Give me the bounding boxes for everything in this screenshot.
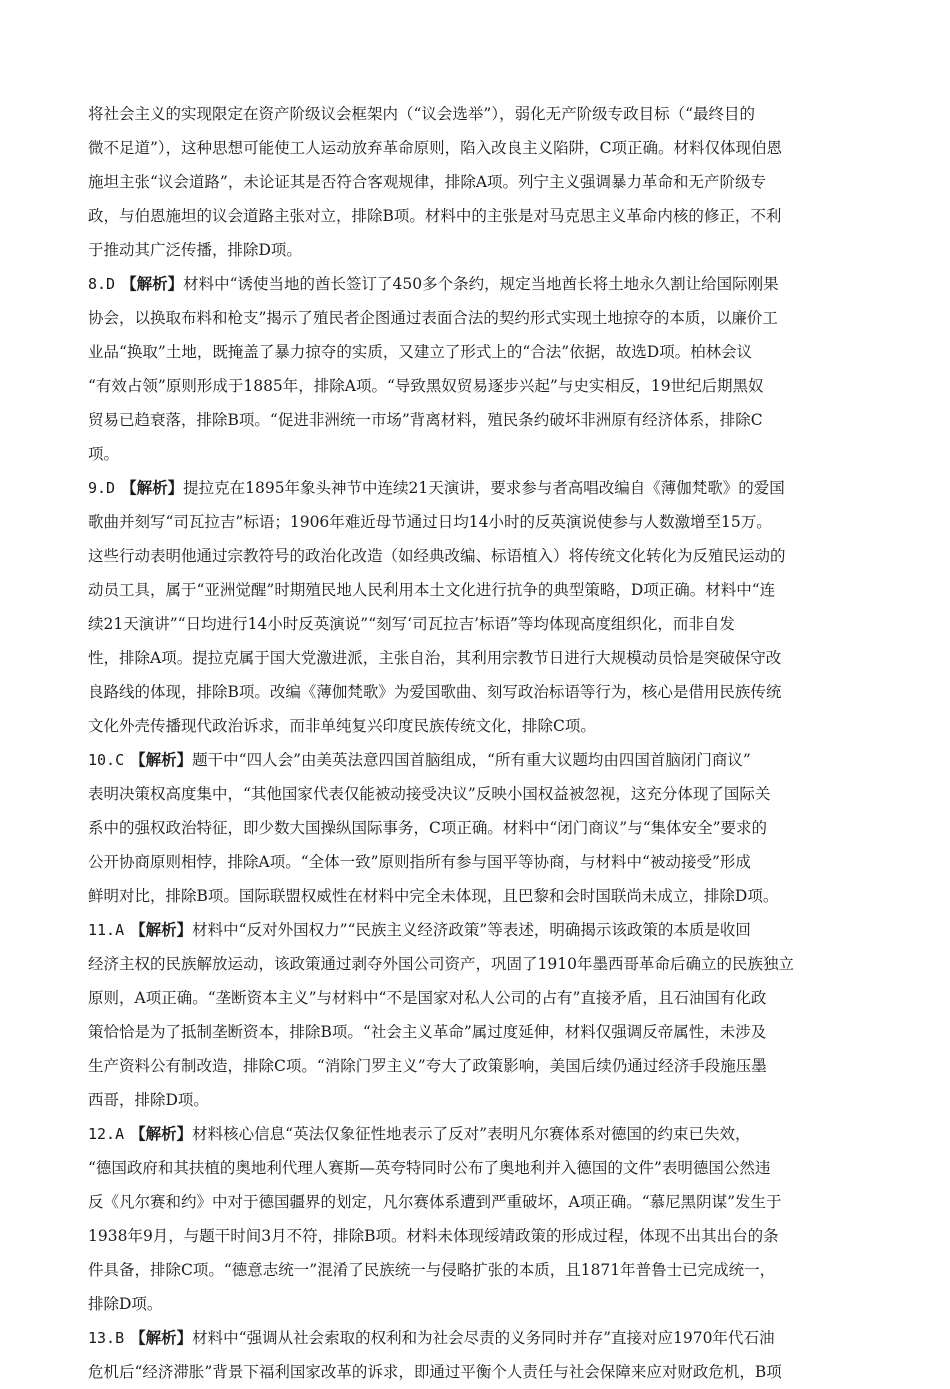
text-line: 1938年9月，与题干时间3月不符，排除B项。材料未体现绥靖政策的形成过程，体现不出其出台的条: [88, 1227, 779, 1245]
item-7-continuation: [88, 97, 863, 267]
analysis-tag: 【解析】: [121, 479, 184, 497]
answer-number: 13.B: [88, 1329, 125, 1347]
text-line: 材料中“诱使当地的酋长签订了450多个条约，规定当地酋长将土地永久割让给国际刚果: [183, 275, 779, 293]
text-line: 件具备，排除C项。“德意志统一”混淆了民族统一与侵略扩张的本质，且1871年普鲁士已完成统一，: [88, 1261, 776, 1279]
answer-number: 11.A: [88, 921, 125, 939]
text-line: 性，排除A项。提拉克属于国大党激进派，主张自治，其利用宗教节日进行大规模动员恰是突破保守改: [88, 649, 782, 667]
item-header-line: [88, 471, 863, 505]
text-line: 微不足道”），这种思想可能使工人运动放弃革命原则，陷入改良主义陷阱，C项正确。材料仅体现伯恩: [88, 139, 783, 157]
text-line: 歌曲并刻写“司瓦拉吉”标语；1906年难近母节通过日均14小时的反英演说使参与人数激增至15万。: [88, 513, 772, 531]
text-line: 生产资料公有制改造，排除C项。“消除门罗主义”夸大了政策影响，美国后续仍通过经济手段施压墨: [88, 1057, 767, 1075]
item-11: [88, 913, 863, 1117]
text-line: 项。: [88, 445, 120, 463]
answer-number: 12.A: [88, 1125, 125, 1143]
text-line: 提拉克在1895年象头神节中连续21天演讲，要求参与者高唱改编自《薄伽梵歌》的爱国: [183, 479, 785, 497]
text-line: 系中的强权政治特征，即少数大国操纵国际事务，C项正确。材料中“闭门商议”与“集体安全”要求的: [88, 819, 768, 837]
text-line: 续21天演讲”“日均进行14小时反英演说”“刻写‘司瓦拉吉’标语”等均体现高度组织化，而非自发: [88, 615, 735, 633]
answer-number: 9.D: [88, 479, 116, 497]
text-line: 西哥，排除D项。: [88, 1091, 209, 1109]
text-line: 反《凡尔赛和约》中对于德国疆界的划定，凡尔赛体系遭到严重破坏，A项正确。“慕尼黑阴谋”发生于: [88, 1193, 782, 1211]
text-line: “德国政府和其扶植的奥地利代理人赛斯—英夸特同时公布了奥地利并入德国的文件”表明德国公然违: [88, 1159, 771, 1177]
text-line: 排除D项。: [88, 1295, 163, 1313]
text-line: 于推动其广泛传播，排除D项。: [88, 241, 302, 259]
item-header-line: [88, 743, 863, 777]
text-line: 题干中“四人会”由美英法意四国首脑组成，“所有重大议题均由四国首脑闭门商议”: [192, 751, 751, 769]
text-line: 文化外壳传播现代政治诉求，而非单纯复兴印度民族传统文化，排除C项。: [88, 717, 596, 735]
analysis-tag: 【解析】: [130, 751, 193, 769]
item-13: [88, 1321, 863, 1389]
item-header-line: [88, 1321, 863, 1355]
item-10: [88, 743, 863, 913]
item-8: [88, 267, 863, 471]
item-9: [88, 471, 863, 743]
text-line: 经济主权的民族解放运动，该政策通过剥夺外国公司资产，巩固了1910年墨西哥革命后确立的民族独立: [88, 955, 794, 973]
text-line: 材料中“强调从社会索取的权利和为社会尽责的义务同时并存”直接对应1970年代石油: [192, 1329, 775, 1347]
text-line: 表明决策权高度集中，“其他国家代表仅能被动接受决议”反映小国权益被忽视，这充分体现了国际关: [88, 785, 771, 803]
text-line: 协会，以换取布料和枪支”揭示了殖民者企图通过表面合法的契约形式实现土地掠夺的本质，以廉价工: [88, 309, 778, 327]
text-line: 政，与伯恩施坦的议会道路主张对立，排除B项。材料中的主张是对马克思主义革命内核的修正，不利: [88, 207, 782, 225]
text-line: 策恰恰是为了抵制垄断资本，排除B项。“社会主义革命”属过度延伸，材料仅强调反帝属性，未涉及: [88, 1023, 767, 1041]
text-line: 业品“换取”土地，既掩盖了暴力掠夺的实质，又建立了形式上的“合法”依据，故选D项。柏林会议: [88, 343, 753, 361]
analysis-tag: 【解析】: [130, 1329, 193, 1347]
item-header-line: [88, 913, 863, 947]
item-header-line: [88, 1117, 863, 1151]
item-12: [88, 1117, 863, 1321]
text-line: 原则，A项正确。“垄断资本主义”与材料中“不是国家对私人公司的占有”直接矛盾，且石油国有化政: [88, 989, 767, 1007]
text-line: 将社会主义的实现限定在资产阶级议会框架内（“议会选举”），弱化无产阶级专政目标（“最终目的: [88, 105, 756, 123]
text-line: “有效占领”原则形成于1885年，排除A项。“导致黑奴贸易逐步兴起”与史实相反，19世纪后期黑奴: [88, 377, 764, 395]
text-line: 施坦主张“议会道路”，未论证其是否符合客观规律，排除A项。列宁主义强调暴力革命和无产阶级专: [88, 173, 767, 191]
text-line: 公开协商原则相悖，排除A项。“全体一致”原则指所有参与国平等协商，与材料中“被动接受”形成: [88, 853, 751, 871]
text-line: 动员工具，属于“亚洲觉醒”时期殖民地人民利用本土文化进行抗争的典型策略，D项正确。材料中“连: [88, 581, 776, 599]
text-line: 这些行动表明他通过宗教符号的政治化改造（如经典改编、标语植入）将传统文化转化为反殖民运动的: [88, 547, 786, 565]
text-line: 贸易已趋衰落，排除B项。“促进非洲统一市场”背离材料，殖民条约破坏非洲原有经济体系，排除C: [88, 411, 763, 429]
text-line: 良路线的体现，排除B项。改编《薄伽梵歌》为爱国歌曲、刻写政治标语等行为，核心是借用民族传统: [88, 683, 782, 701]
item-header-line: [88, 267, 863, 301]
text-line: 鲜明对比，排除B项。国际联盟权威性在材料中完全未体现，且巴黎和会时国联尚未成立，排除D项。: [88, 887, 779, 905]
answer-number: 10.C: [88, 751, 125, 769]
answer-number: 8.D: [88, 275, 116, 293]
analysis-tag: 【解析】: [130, 1125, 193, 1143]
text-line: 危机后“经济滞胀”背景下福利国家改革的诉求，即通过平衡个人责任与社会保障来应对财政危机，B项: [88, 1363, 782, 1381]
text-line: 材料核心信息“英法仅象征性地表示了反对”表明凡尔赛体系对德国的约束已失效，: [192, 1125, 751, 1143]
analysis-tag: 【解析】: [130, 921, 193, 939]
answer-explanations: [88, 97, 863, 1389]
text-line: 材料中“反对外国权力”“民族主义经济政策”等表述，明确揭示该政策的本质是收回: [192, 921, 751, 939]
analysis-tag: 【解析】: [121, 275, 184, 293]
